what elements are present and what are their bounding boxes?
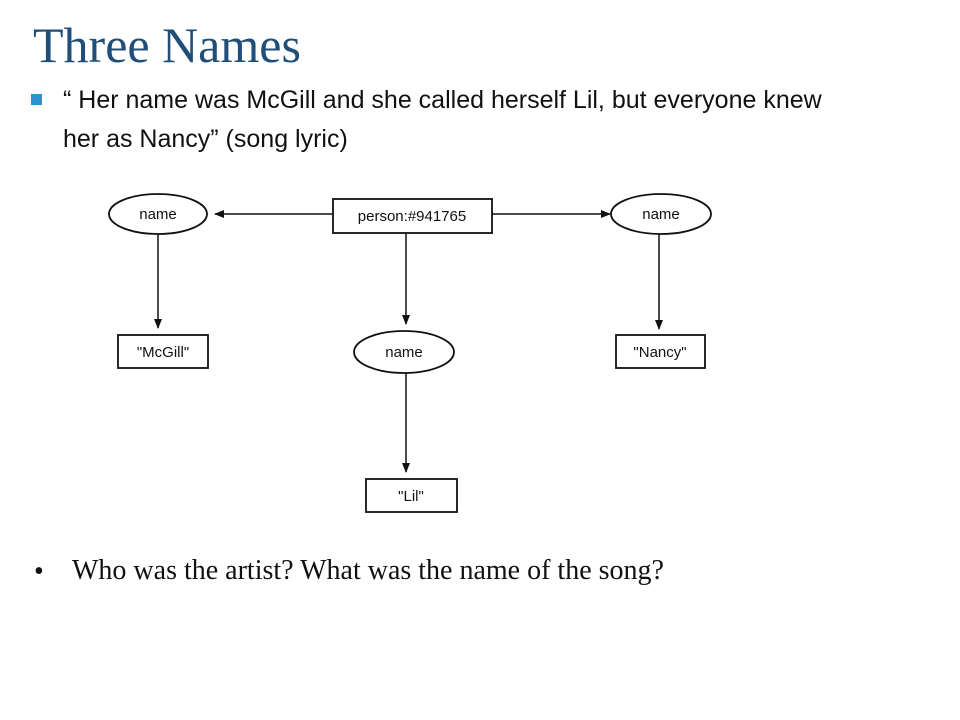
song-lyric-quote: “ Her name was McGill and she called herself Lil, but everyone knew her as Nancy” (song lyric) [63, 86, 822, 153]
person-node-label: person:#941765 [357, 208, 467, 225]
middle-name-label: name [385, 344, 423, 361]
lil-value-label: "Lil" [398, 488, 424, 505]
left-name-label: name [139, 206, 177, 223]
mcgill-value-label: "McGill" [136, 344, 190, 361]
question-bullet-icon: • [34, 556, 44, 587]
question-text: Who was the artist? What was the name of the song? [72, 555, 664, 586]
right-name-label: name [642, 206, 680, 223]
slide-title: Three Names [33, 17, 301, 73]
nancy-value-label: "Nancy" [633, 344, 687, 361]
